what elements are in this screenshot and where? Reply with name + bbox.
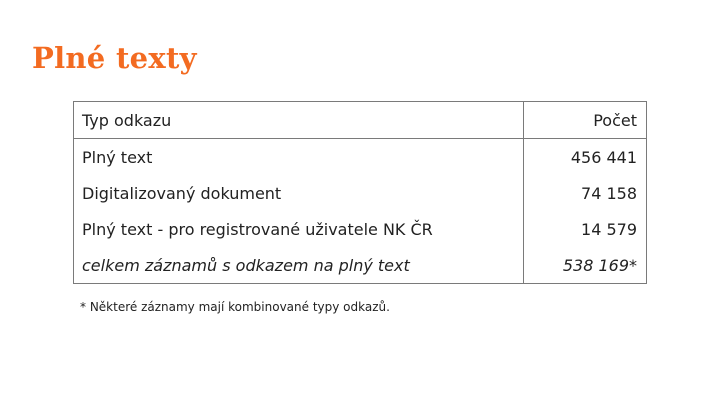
table-row [74, 139, 647, 176]
header-type: Typ odkazu [74, 102, 524, 139]
table-header-row [74, 102, 647, 139]
footnote: * Některé záznamy mají kombinované typy odkazů. [80, 300, 390, 314]
table-row [74, 211, 647, 247]
total-label: celkem záznamů s odkazem na plný text [74, 247, 524, 284]
row-count: 14 579 [524, 211, 647, 247]
table-row [74, 175, 647, 211]
row-count: 456 441 [524, 139, 647, 176]
link-types-table [73, 101, 647, 284]
row-type: Digitalizovaný dokument [74, 175, 524, 211]
total-count: 538 169* [524, 247, 647, 284]
row-count: 74 158 [524, 175, 647, 211]
row-type: Plný text [74, 139, 524, 176]
header-count: Počet [524, 102, 647, 139]
table-total-row [74, 247, 647, 284]
page-title: Plné texty [32, 41, 197, 75]
row-type: Plný text - pro registrované uživatele NK ČR [74, 211, 524, 247]
